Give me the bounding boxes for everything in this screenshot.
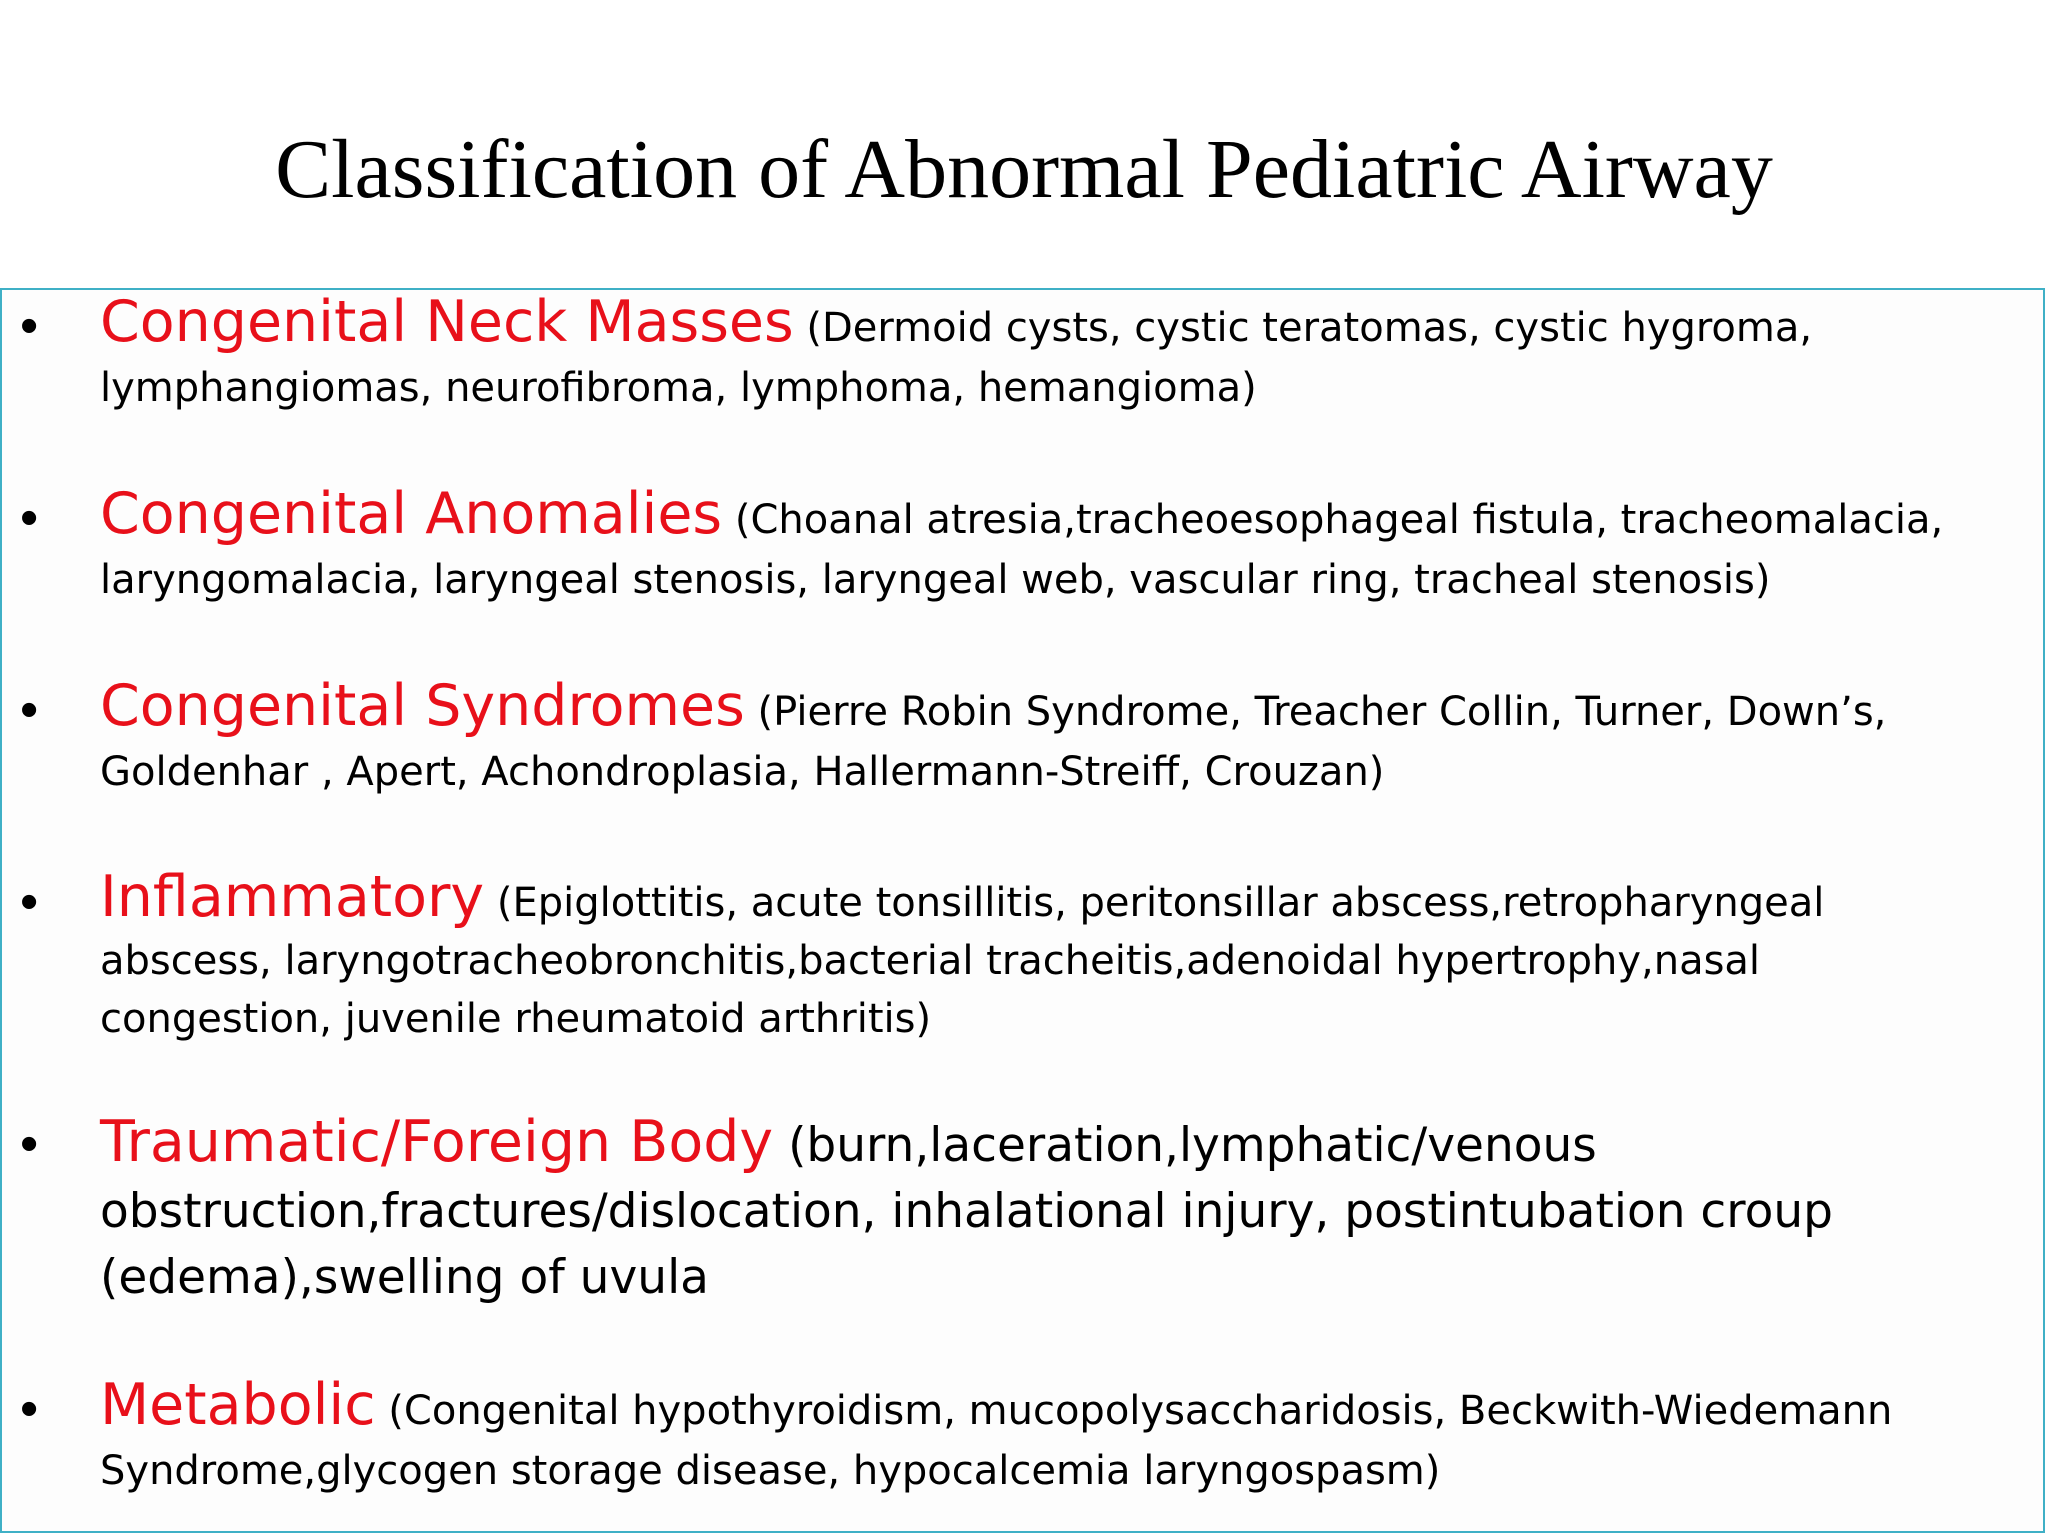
bullet-text bbox=[100, 673, 1940, 806]
bullet-text bbox=[100, 289, 1840, 422]
category-heading: Congenital Neck Masses bbox=[100, 289, 794, 355]
content-box bbox=[0, 288, 2045, 1533]
category-detail: (Dermoid cysts, cystic teratomas, cystic hygroma, lymphangiomas, neurofibroma, lymphoma, hemangioma) bbox=[100, 305, 1813, 411]
bullet-icon: • bbox=[20, 1115, 39, 1173]
category-detail: (Congenital hypothyroidism, mucopolysaccharidosis, Beckwith-Wiedemann Syndrome,glycogen storage disease, hypocalcemia laryngospasm) bbox=[100, 1388, 1893, 1494]
category-heading: Congenital Anomalies bbox=[100, 481, 723, 547]
category-heading: Traumatic/Foreign Body bbox=[100, 1109, 774, 1175]
category-heading: Congenital Syndromes bbox=[100, 673, 745, 739]
category-heading: Inflammatory bbox=[100, 864, 485, 930]
category-detail: (burn,laceration,lymphatic/venous obstruction,fractures/dislocation, inhalational injury, postintubation croup (edema),swelling of uvula bbox=[100, 1118, 1833, 1305]
bullet-text bbox=[100, 864, 1900, 1052]
category-heading: Metabolic bbox=[100, 1372, 376, 1438]
bullet-icon: • bbox=[20, 489, 39, 547]
slide-title: Classification of Abnormal Pediatric Airway bbox=[275, 123, 1773, 216]
bullet-text bbox=[100, 1372, 2000, 1505]
category-detail: (Epiglottitis, acute tonsillitis, peritonsillar abscess,retropharyngeal abscess, laryngotracheobronchitis,bacterial tracheitis,adenoidal hypertrophy,nasal congestion, juvenile rheumatoid arthritis) bbox=[100, 880, 1825, 1042]
bullet-text bbox=[100, 1109, 1900, 1316]
category-detail: (Choanal atresia,tracheoesophageal fistula, tracheomalacia, laryngomalacia, laryngeal stenosis, laryngeal web, vascular ring, tracheal stenosis) bbox=[100, 497, 1944, 603]
bullet-icon: • bbox=[20, 297, 39, 355]
bullet-icon: • bbox=[20, 1380, 39, 1438]
category-detail: (Pierre Robin Syndrome, Treacher Collin, Turner, Down’s, Goldenhar , Apert, Achondroplasia, Hallermann-Streiff, Crouzan) bbox=[100, 689, 1887, 795]
bullet-icon: • bbox=[20, 873, 39, 931]
bullet-icon: • bbox=[20, 681, 39, 739]
bullet-text bbox=[100, 481, 2030, 614]
